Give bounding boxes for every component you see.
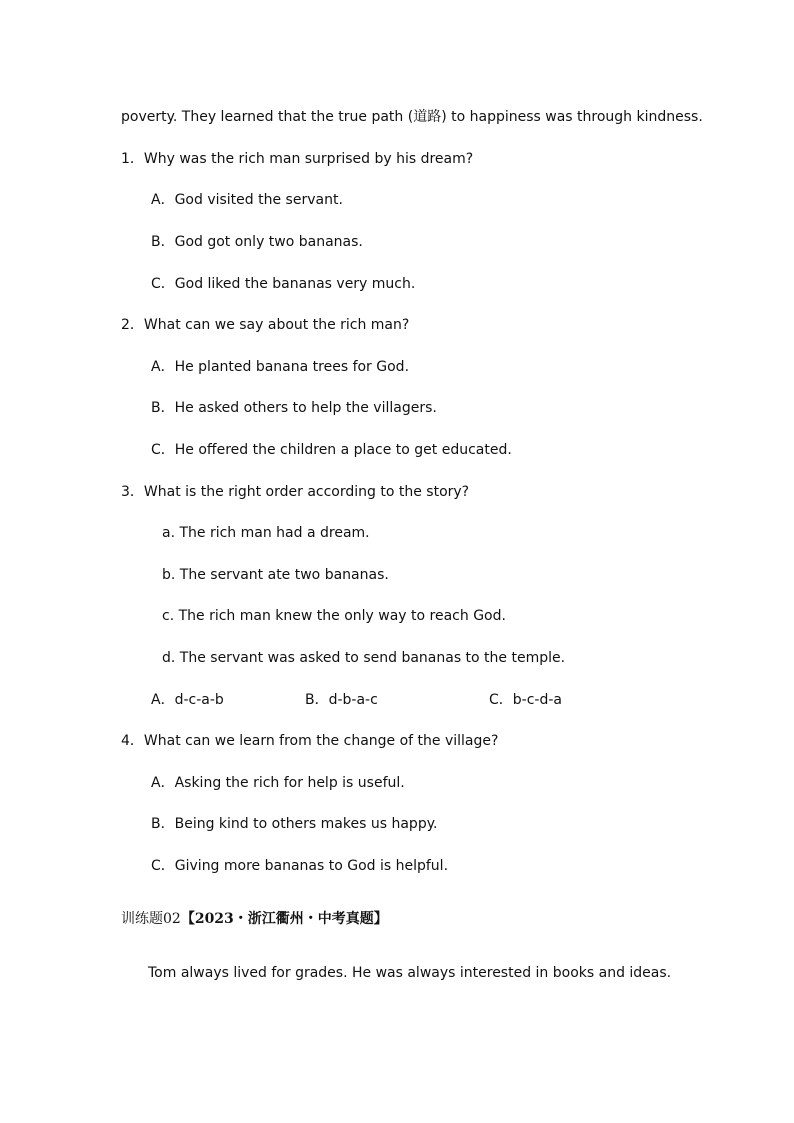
question-1-option-a: A．God visited the servant. (151, 192, 343, 208)
question-1-stem: 1．Why was the rich man surprised by his dream? (121, 151, 474, 167)
question-1-option-b: B．God got only two bananas. (151, 234, 363, 250)
intro-line: poverty. They learned that the true path (道路) to happiness was through kindness. (121, 109, 703, 125)
question-2-option-c: C．He offered the children a place to get educated. (151, 442, 512, 458)
question-2-stem: 2．What can we say about the rich man? (121, 317, 410, 333)
question-3-event-c: c. The rich man knew the only way to reach God. (162, 608, 506, 624)
question-3-option-c: C．b-c-d-a (489, 692, 562, 708)
question-2-option-b: B．He asked others to help the villagers. (151, 400, 437, 416)
question-4-option-c: C．Giving more bananas to God is helpful. (151, 858, 449, 874)
section-heading-prefix: 训练题02 (121, 911, 181, 927)
section-heading-source: 【2023・浙江衢州・中考真题】 (180, 911, 388, 927)
question-2-option-a: A．He planted banana trees for God. (151, 359, 410, 375)
question-3-option-b: B．d-b-a-c (305, 692, 378, 708)
question-4-option-a: A．Asking the rich for help is useful. (151, 775, 405, 791)
question-4-option-b: B．Being kind to others makes us happy. (151, 816, 438, 832)
question-3-event-b: b. The servant ate two bananas. (162, 567, 389, 583)
question-4-stem: 4．What can we learn from the change of the village? (121, 733, 499, 749)
passage-first-line: Tom always lived for grades. He was always interested in books and ideas. (148, 965, 672, 981)
section-heading (121, 910, 388, 928)
question-3-stem: 3．What is the right order according to the story? (121, 484, 470, 500)
question-3-option-a: A．d-c-a-b (151, 692, 224, 708)
question-1-option-c: C．God liked the bananas very much. (151, 276, 416, 292)
question-3-event-d: d. The servant was asked to send bananas to the temple. (162, 650, 566, 666)
question-3-event-a: a. The rich man had a dream. (162, 525, 370, 541)
